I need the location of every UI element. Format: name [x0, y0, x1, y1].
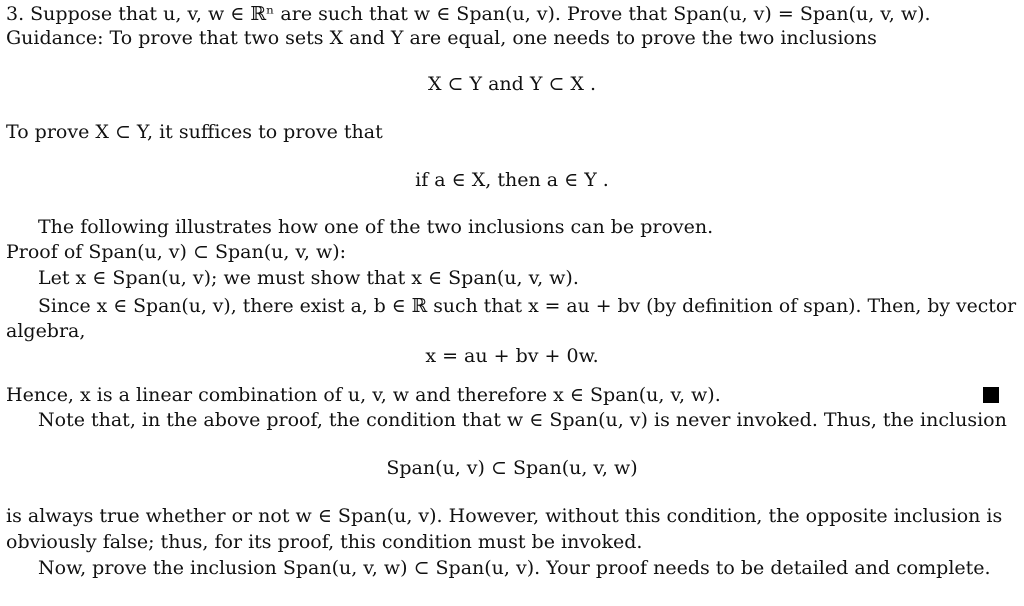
suffices-line: To prove X ⊂ Y, it suffices to prove that — [6, 121, 383, 143]
proof-heading: Proof of Span(u, v) ⊂ Span(u, v, w): — [6, 241, 347, 263]
display-combination: x = au + bv + 0w. — [425, 345, 599, 367]
proof-since-line: Since x ∈ Span(u, v), there exist a, b ∈ ℝ such that x = au + bv (by definition of span). Then, by vector — [38, 295, 1017, 317]
obviously-false-line: obviously false; thus, for its proof, this condition must be invoked. — [6, 531, 643, 553]
note-line: Note that, in the above proof, the condition that w ∈ Span(u, v) is never invoked. Thus, the inclusion — [38, 409, 1007, 431]
proof-algebra-line: algebra, — [6, 320, 86, 342]
guidance-line: Guidance: To prove that two sets X and Y are equal, one needs to prove the two inclusions — [6, 27, 877, 49]
qed-square-icon — [983, 387, 999, 403]
proof-hence-line: Hence, x is a linear combination of u, v, w and therefore x ∈ Span(u, v, w). — [6, 384, 721, 406]
task-line: Now, prove the inclusion Span(u, v, w) ⊂ Span(u, v). Your proof needs to be detailed and complete. — [38, 557, 991, 579]
illustration-line: The following illustrates how one of the two inclusions can be proven. — [38, 216, 714, 238]
problem-line-1: 3. Suppose that u, v, w ∈ ℝⁿ are such that w ∈ Span(u, v). Prove that Span(u, v) = Span(u, v, w). — [6, 3, 931, 25]
proof-let-line: Let x ∈ Span(u, v); we must show that x ∈ Span(u, v, w). — [38, 267, 579, 289]
display-inclusions: X ⊂ Y and Y ⊂ X . — [427, 73, 597, 95]
display-span-inclusion: Span(u, v) ⊂ Span(u, v, w) — [386, 457, 638, 479]
display-if-then: if a ∈ X, then a ∈ Y . — [415, 169, 609, 191]
always-true-line: is always true whether or not w ∈ Span(u, v). However, without this condition, the opposite inclusion is — [6, 505, 1003, 527]
